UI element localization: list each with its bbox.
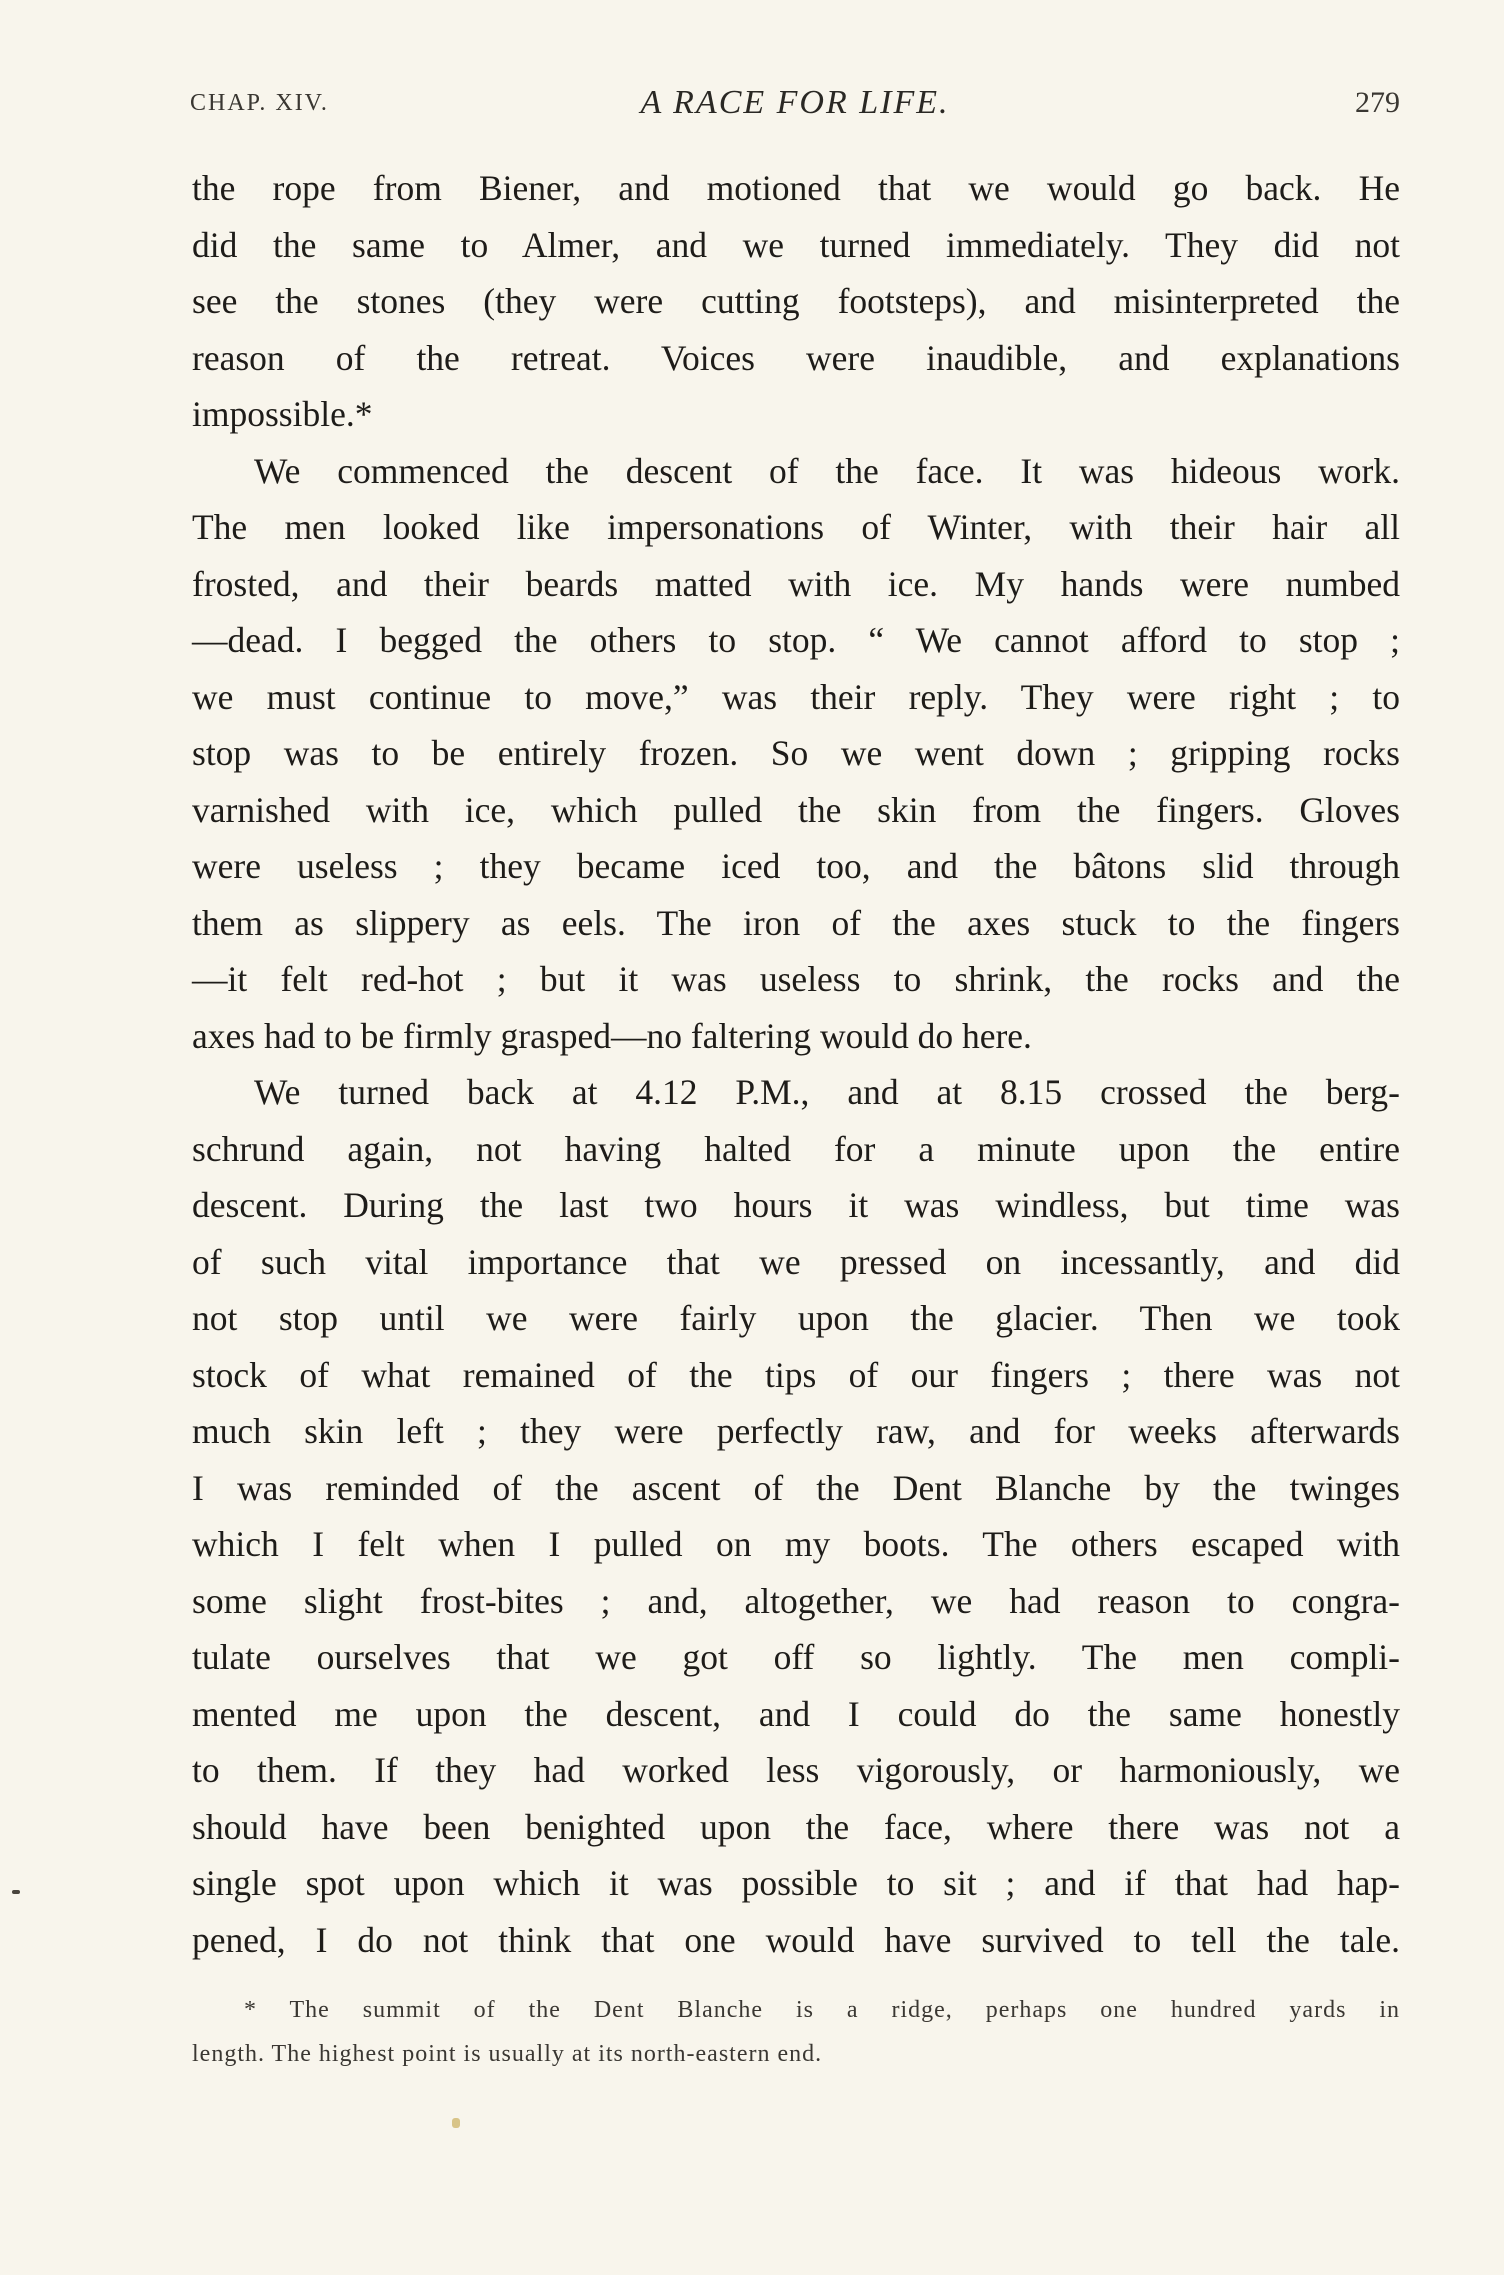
body-line: I was reminded of the ascent of the Dent Blanche by the twinges: [192, 1467, 1400, 1508]
body-line: We commenced the descent of the face. It was hideous work.: [254, 450, 1400, 491]
body-line: axes had to be firmly grasped—no faltering would do here.: [192, 1015, 1032, 1056]
body-line: varnished with ice, which pulled the skin from the fingers. Gloves: [192, 789, 1400, 830]
body-line: we must continue to move,” was their reply. They were right ; to: [192, 676, 1400, 717]
margin-mark: [12, 1890, 20, 1894]
body-line: not stop until we were fairly upon the glacier. Then we took: [192, 1298, 1400, 1338]
body-line: of such vital importance that we pressed on incessantly, and did: [192, 1241, 1400, 1282]
paper-blemish: [452, 2118, 460, 2128]
body-line: reason of the retreat. Voices were inaudible, and explanations: [192, 337, 1400, 378]
body-line: stock of what remained of the tips of our fingers ; there was not: [192, 1354, 1400, 1395]
body-line: were useless ; they became iced too, and the bâtons slid through: [192, 846, 1400, 886]
body-line: —it felt red-hot ; but it was useless to shrink, the rocks and the: [192, 959, 1400, 999]
page-number: 279: [1355, 86, 1400, 119]
body-line: them as slippery as eels. The iron of the axes stuck to the fingers: [192, 902, 1400, 943]
footnote-line: * The summit of the Dent Blanche is a ridge, perhaps one hundred yards in: [244, 1997, 1400, 2023]
body-line: The men looked like impersonations of Winter, with their hair all: [192, 507, 1400, 547]
body-line: see the stones (they were cutting footsteps), and misinterpreted the: [192, 281, 1400, 321]
body-line: should have been benighted upon the face, where there was not a: [192, 1806, 1400, 1847]
body-line: did the same to Almer, and we turned immediately. They did not: [192, 224, 1400, 265]
body-line: to them. If they had worked less vigorously, or harmoniously, we: [192, 1750, 1400, 1790]
body-line: pened, I do not think that one would have survived to tell the tale.: [192, 1919, 1400, 1960]
body-line: impossible.*: [192, 394, 373, 434]
body-line: schrund again, not having halted for a minute upon the entire: [192, 1128, 1400, 1169]
chapter-label: CHAP. XIV.: [190, 90, 329, 116]
body-line: single spot upon which it was possible to sit ; and if that had hap-: [192, 1863, 1400, 1903]
body-line: stop was to be entirely frozen. So we went down ; gripping rocks: [192, 733, 1400, 773]
running-header: [190, 84, 1400, 124]
body-line: much skin left ; they were perfectly raw, and for weeks afterwards: [192, 1411, 1400, 1451]
body-line: which I felt when I pulled on my boots. The others escaped with: [192, 1524, 1400, 1564]
body-line: mented me upon the descent, and I could do the same honestly: [192, 1693, 1400, 1734]
footnote: [192, 1988, 1400, 2076]
body-text: [192, 160, 1400, 1968]
body-line: tulate ourselves that we got off so lightly. The men compli-: [192, 1637, 1400, 1677]
body-line: We turned back at 4.12 P.M., and at 8.15 crossed the berg-: [254, 1072, 1400, 1112]
footnote-line: length. The highest point is usually at its north-eastern end.: [192, 2041, 823, 2067]
body-line: some slight frost-bites ; and, altogether, we had reason to congra-: [192, 1580, 1400, 1621]
body-line: frosted, and their beards matted with ice. My hands were numbed: [192, 563, 1400, 604]
body-line: descent. During the last two hours it was windless, but time was: [192, 1185, 1400, 1225]
running-title: A RACE FOR LIFE.: [640, 84, 950, 121]
body-line: the rope from Biener, and motioned that we would go back. He: [192, 168, 1400, 208]
body-line: —dead. I begged the others to stop. “ We cannot afford to stop ;: [192, 620, 1400, 660]
